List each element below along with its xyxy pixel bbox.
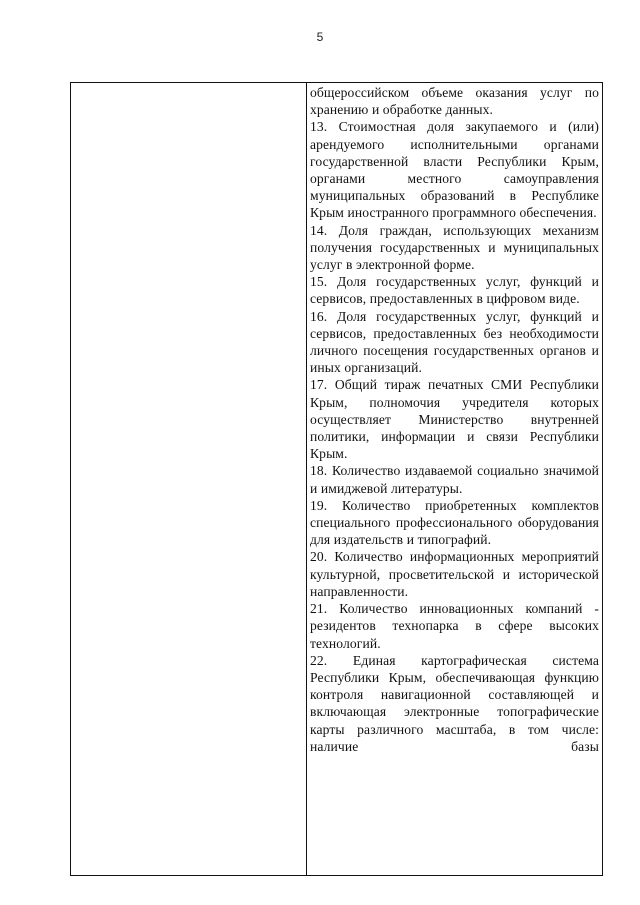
indicator-entry-14: 14. Доля граждан, использующих механизм получения государственных и муниципальных услуг в электронной форме. xyxy=(310,222,599,273)
indicator-entry-13: 13. Стоимостная доля закупаемого и (или) арендуемого исполнительными органами государственной власти Республики Крым, органами местного самоуправления муниципальных образований в Республике Крым иностранного программного обеспечения. xyxy=(310,119,599,221)
indicator-entry-19: 19. Количество приобретенных комплектов специального профессионального оборудования для издательств и типографий. xyxy=(310,497,599,548)
right-cell xyxy=(307,83,603,876)
indicator-entry-continued: общероссийском объеме оказания услуг по хранению и обработке данных. xyxy=(310,85,599,118)
indicator-entry-16: 16. Доля государственных услуг, функций и сервисов, предоставленных без необходимости личного посещения государственных органов и иных организаций. xyxy=(310,308,599,376)
table-row xyxy=(71,83,603,876)
indicator-entry-18: 18. Количество издаваемой социально значимой и имиджевой литературы. xyxy=(310,463,599,496)
indicator-entry-21: 21. Количество инновационных компаний - резидентов технопарка в сфере высоких технологий. xyxy=(310,601,599,651)
indicators-table xyxy=(70,82,603,876)
left-cell xyxy=(71,83,307,876)
indicator-entry-20: 20. Количество информационных мероприятий культурной, просветительской и исторической направленности. xyxy=(310,549,599,599)
indicator-entry-15: 15. Доля государственных услуг, функций и сервисов, предоставленных в цифровом виде. xyxy=(310,274,599,307)
indicator-entry-17: 17. Общий тираж печатных СМИ Республики Крым, полномочия учредителя которых осуществляет Министерство внутренней политики, информации и связи Республики Крым. xyxy=(310,377,599,462)
left-cell-text xyxy=(71,83,306,875)
indicator-list xyxy=(307,83,602,875)
indicator-entry-22: 22. Единая картографическая система Республики Крым, обеспечивающая функцию контроля навигационной составляющей и включающая электронные топографические карты различного масштаба, в том числе: наличие базы xyxy=(310,652,599,754)
page-number: 5 xyxy=(316,30,324,44)
